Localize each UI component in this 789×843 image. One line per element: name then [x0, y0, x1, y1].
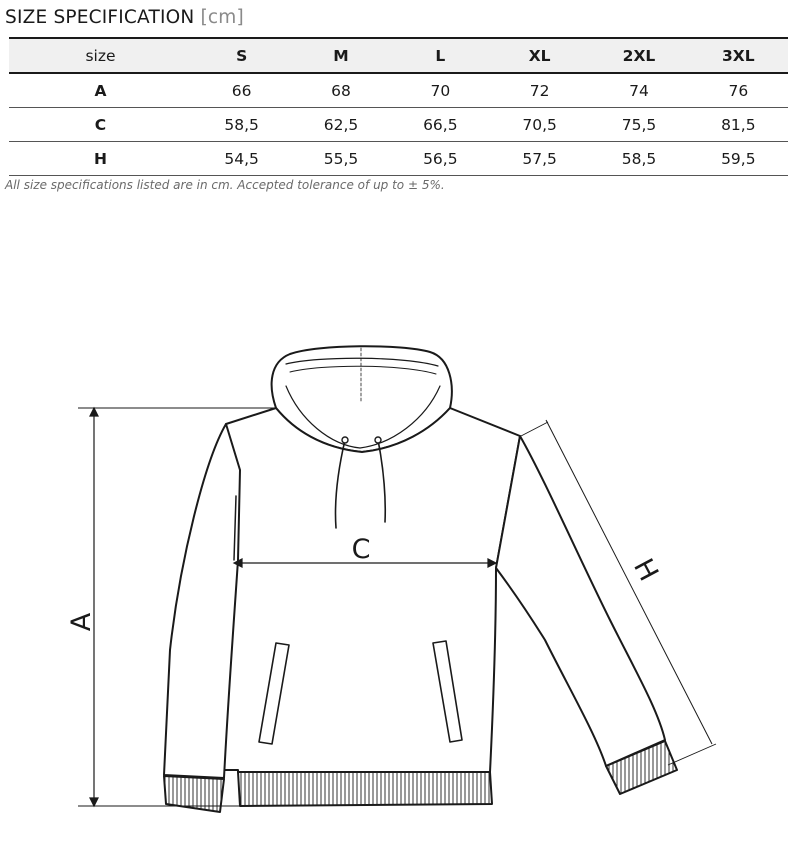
table-cell: 62,5	[291, 108, 390, 142]
left-cuff	[164, 776, 224, 812]
right-sleeve	[496, 436, 665, 766]
header-cell: 2XL	[589, 38, 688, 73]
table-cell: 66,5	[391, 108, 490, 142]
table-cell: 55,5	[291, 142, 390, 176]
table-cell: 59,5	[689, 142, 788, 176]
header-cell: XL	[490, 38, 589, 73]
table-cell: 72	[490, 73, 589, 108]
title-text: SIZE SPECIFICATION	[5, 7, 195, 28]
table-cell: 74	[589, 73, 688, 108]
hoodie-outline	[164, 346, 677, 812]
table-cell: 57,5	[490, 142, 589, 176]
table-cell: 58,5	[192, 108, 291, 142]
table-cell: 66	[192, 73, 291, 108]
table-cell: 70	[391, 73, 490, 108]
table-cell: 56,5	[391, 142, 490, 176]
table-cell: 81,5	[689, 108, 788, 142]
dimension-label-c: C	[351, 534, 371, 565]
table-cell: 68	[291, 73, 390, 108]
header-cell: 3XL	[689, 38, 788, 73]
dimension-label-a: A	[66, 612, 97, 632]
row-label: A	[9, 73, 192, 108]
table-cell: 70,5	[490, 108, 589, 142]
table-cell: 76	[689, 73, 788, 108]
table-cell: 75,5	[589, 108, 688, 142]
table-cell: 58,5	[589, 142, 688, 176]
table-cell: 54,5	[192, 142, 291, 176]
hem-rib	[238, 772, 492, 806]
row-label: C	[9, 108, 192, 142]
header-cell: S	[192, 38, 291, 73]
dimension-label-h: H	[627, 553, 664, 587]
tolerance-note: All size specifications listed are in cm. Accepted tolerance of up to ± 5%.	[5, 178, 445, 192]
header-cell: M	[291, 38, 390, 73]
header-cell-size: size	[9, 38, 192, 73]
header-cell: L	[391, 38, 490, 73]
title-unit: [cm]	[200, 7, 244, 28]
row-label: H	[9, 142, 192, 176]
